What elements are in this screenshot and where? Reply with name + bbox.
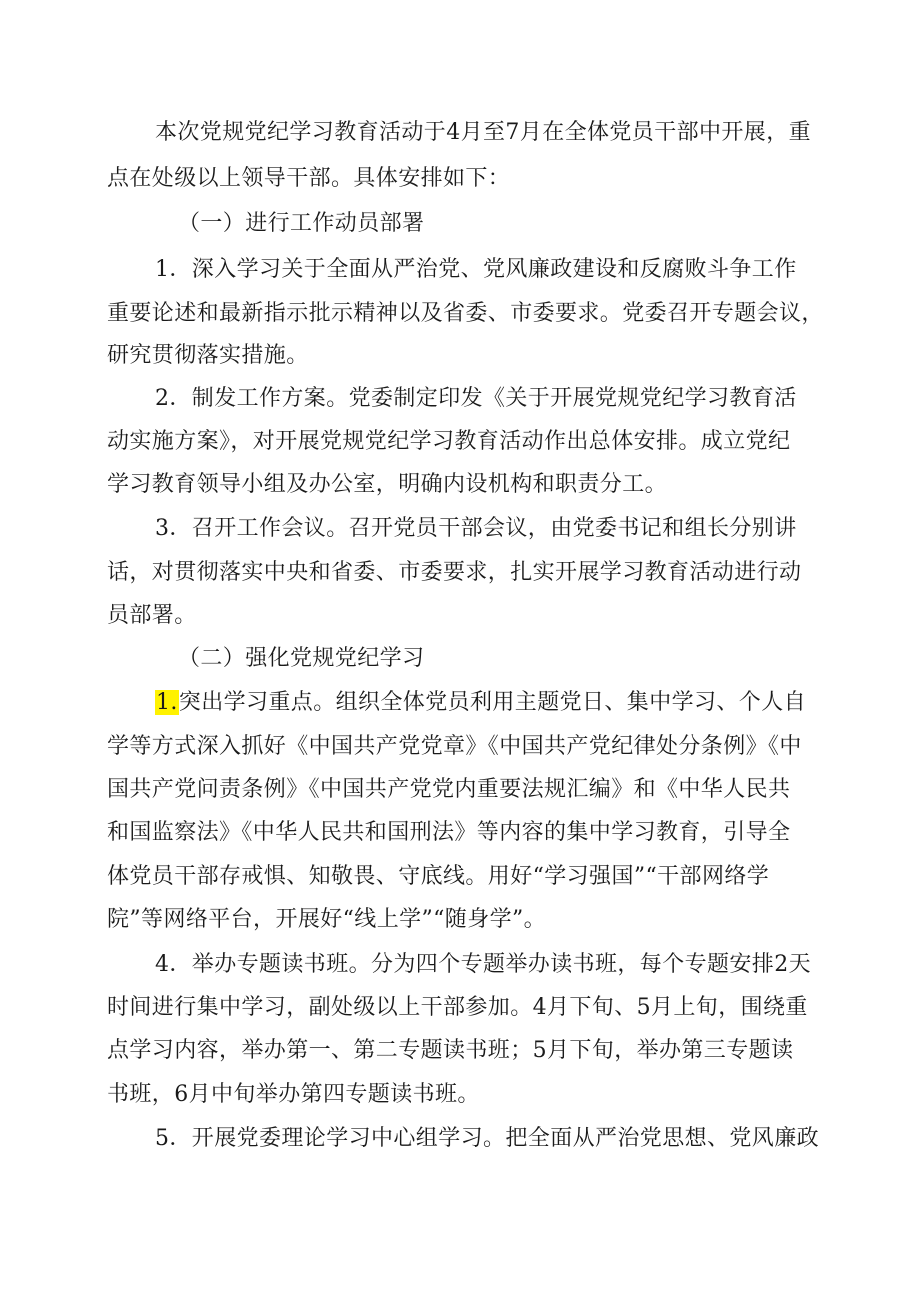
intro-line-2: 点在处级以上领导干部。具体安排如下： [107,166,511,191]
paragraph-line: 学习教育领导小组及办公室，明确内设机构和职责分工。 [107,472,668,497]
paragraph-line: 4．举办专题读书班。分为四个专题举办读书班，每个专题安排2天 [155,952,811,977]
paragraph-line [155,688,827,718]
paragraph-line: 院”等网络平台，开展好“线上学”“随身学”。 [107,907,547,932]
paragraph-line: 研究贯彻落实措施。 [107,343,309,368]
paragraph-line: 体党员干部存戒惧、知敬畏、守底线。用好“学习强国”“干部网络学 [107,864,770,889]
paragraph-line: 3．召开工作会议。召开党员干部会议，由党委书记和组长分别讲 [155,516,797,541]
paragraph-line: 时间进行集中学习，副处级以上干部参加。4月下旬、5月上旬，围绕重 [107,995,808,1020]
paragraph-line: 点学习内容，举办第一、第二专题读书班；5月下旬，举办第三专题读 [107,1038,794,1063]
section-heading-2: （二）强化党规党纪学习 [178,646,425,671]
paragraph-text: 突出学习重点。组织全体党员利用主题党日、集中学习、个人自 [178,690,806,715]
paragraph-line: 和国监察法》《中华人民共和国刑法》等内容的集中学习教育，引导全 [107,820,791,845]
highlighted-number: 1. [156,690,178,715]
paragraph-line: 话，对贯彻落实中央和省委、市委要求，扎实开展学习教育活动进行动 [107,560,802,585]
paragraph-line: 1．深入学习关于全面从严治党、党风廉政建设和反腐败斗争工作 [155,257,797,282]
paragraph-line: 5．开展党委理论学习中心组学习。把全面从严治党思想、党风廉政 [155,1126,819,1151]
intro-line-1: 本次党规党纪学习教育活动于4月至7月在全体党员干部中开展，重 [155,120,811,145]
paragraph-line: 2．制发工作方案。党委制定印发《关于开展党规党纪学习教育活 [155,386,797,411]
paragraph-line: 重要论述和最新指示批示精神以及省委、市委要求。党委召开专题会议， [107,301,824,326]
paragraph-line: 书班，6月中旬举办第四专题读书班。 [107,1082,480,1107]
paragraph-line: 动实施方案》，对开展党规党纪学习教育活动作出总体安排。成立党纪 [107,429,791,454]
paragraph-line: 员部署。 [107,603,197,628]
paragraph-line: 国共产党问责条例》《中国共产党党内重要法规汇编》和《中华人民共 [107,777,791,802]
paragraph-line: 学等方式深入抓好《中国共产党党章》《中国共产党纪律处分条例》《中 [107,734,802,759]
section-heading-1: （一）进行工作动员部署 [178,211,425,236]
